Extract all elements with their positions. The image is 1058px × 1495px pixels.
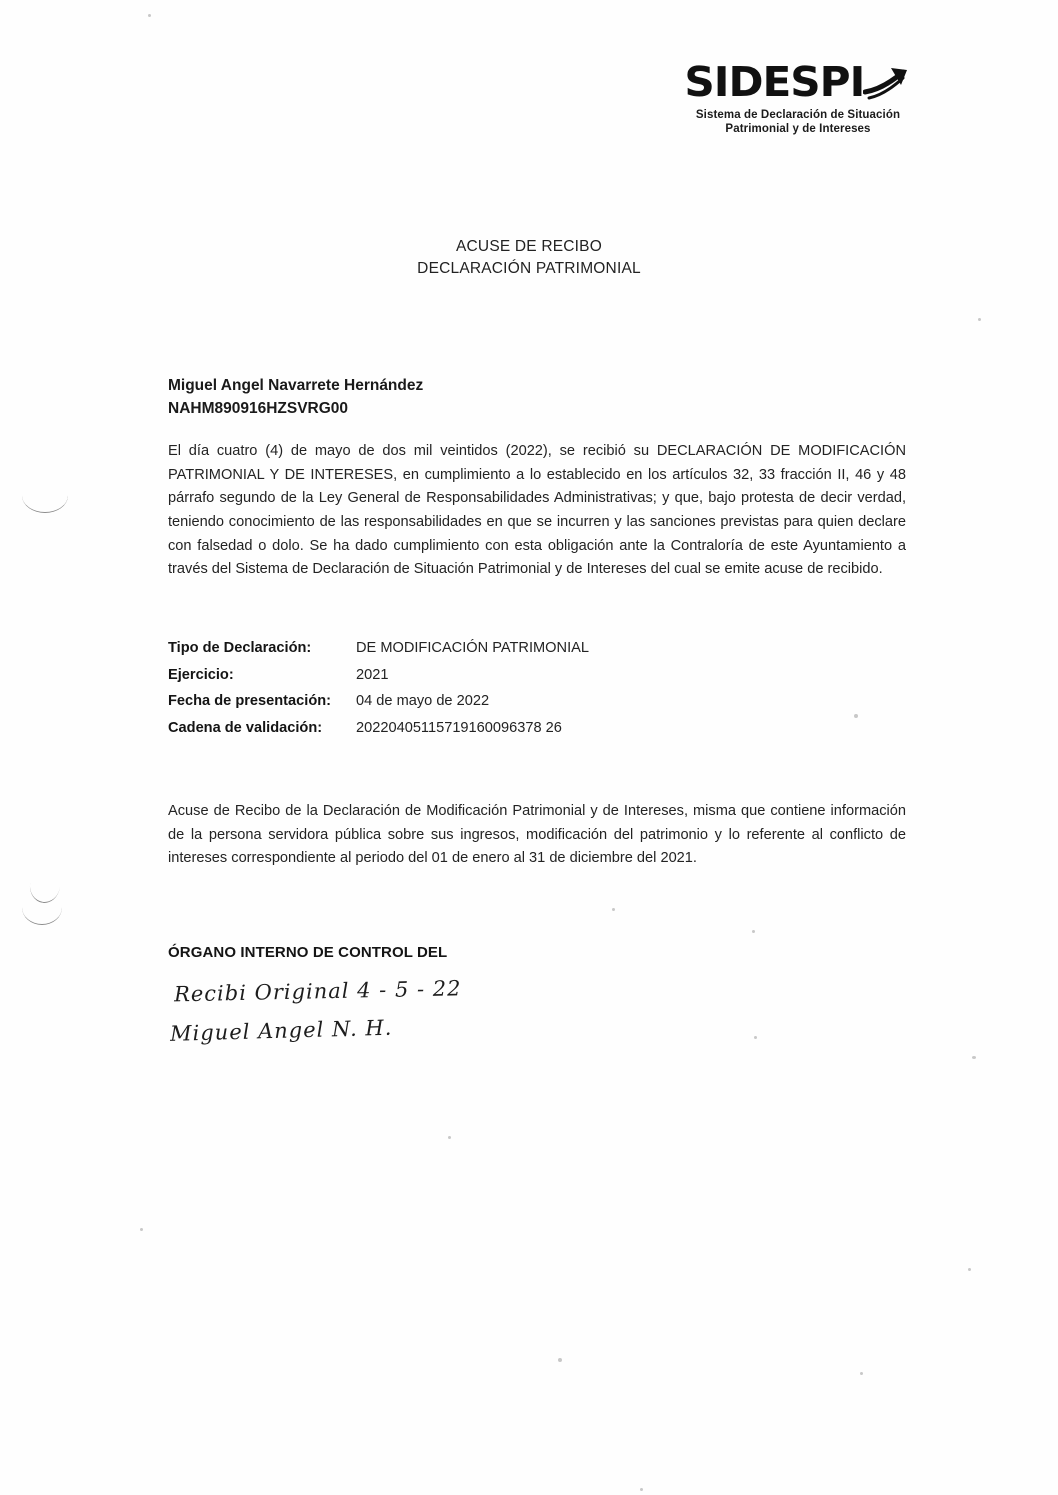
scan-curve-artifact [22, 478, 68, 513]
field-label-cadena: Cadena de validación: [168, 719, 323, 736]
scan-speck [640, 1488, 643, 1491]
field-value-ejercicio: 2021 [356, 666, 389, 683]
scan-speck [972, 1056, 976, 1059]
main-paragraph: El día cuatro (4) de mayo de dos mil veintidos (2022), se recibió su DECLARACIÓN DE MODIFICACIÓN PATRIMONIAL Y DE INTERESES, en cumplimiento a lo establecido en los artículos 32, 33 fracción II, 46 y 48 párrafo segundo de la Ley General de Responsabilidades Administrativas; y que, bajo protesta de decir verdad, teniendo conocimiento de las responsabilidades en que se incurren y las sanciones previstas para quien declare con falsedad o dolo. Se ha dado cumplimiento con esta obligación ante la Contraloría de este Ayuntamiento a través del Sistema de Declaración de Situación Patrimonial y de Intereses del cual se emite acuse de recibido. [168, 443, 906, 578]
scan-speck [752, 930, 755, 933]
field-row [168, 721, 589, 736]
declarant-curp: NAHM890916HZSVRG00 [168, 400, 349, 418]
scan-speck [148, 14, 151, 17]
scan-speck [754, 1036, 757, 1039]
declarant-name: Miguel Angel Navarrete Hernández [168, 377, 424, 394]
page-title-line1: ACUSE DE RECIBO [456, 238, 602, 255]
logo-subtitle [648, 108, 948, 137]
field-value-cadena: 20220405115719160096378 26 [356, 719, 562, 736]
scan-speck [448, 1136, 451, 1139]
field-value-tipo: DE MODIFICACIÓN PATRIMONIAL [356, 640, 589, 656]
field-label-fecha: Fecha de presentación: [168, 693, 332, 710]
sidespi-logo [648, 58, 948, 137]
scan-speck [140, 1228, 143, 1231]
scan-speck [860, 1372, 863, 1375]
scan-speck [612, 908, 615, 911]
handwritten-signature-block [170, 978, 590, 1078]
field-label-ejercicio: Ejercicio: [168, 666, 234, 683]
declaration-details [168, 641, 589, 747]
logo-subtitle-line2: Patrimonial y de Intereses [725, 123, 871, 136]
logo-subtitle-line1: Sistema de Declaración de Situación [695, 109, 901, 121]
page-title [0, 236, 1058, 281]
field-row [168, 694, 589, 709]
scan-speck [978, 318, 981, 321]
field-row [168, 641, 589, 656]
scan-curve-artifact [22, 890, 62, 925]
logo-wordmark: SIDESPI [684, 58, 864, 106]
scan-speck [968, 1268, 971, 1271]
field-value-fecha: 04 de mayo de 2022 [356, 693, 490, 710]
handwritten-line-1: Recibi Original 4 - 5 - 22 [173, 976, 462, 1007]
field-label-tipo: Tipo de Declaración: [168, 640, 312, 656]
arrow-right-icon [863, 66, 909, 100]
field-row [168, 668, 589, 683]
scan-speck [854, 714, 858, 718]
scan-speck [558, 1358, 562, 1362]
internal-control-organ-label: ÓRGANO INTERNO DE CONTROL DEL [168, 944, 448, 961]
declarant-block [168, 374, 423, 421]
handwritten-line-2: Miguel Angel N. H. [169, 1015, 393, 1046]
second-paragraph: Acuse de Recibo de la Declaración de Modificación Patrimonial y de Intereses, misma que contiene información de la persona servidora pública sobre sus ingresos, modificación del patrimonio y lo referente al conflicto de intereses correspondiente al periodo del 01 de enero al 31 de diciembre del 2021. [168, 803, 906, 867]
page-title-line2: DECLARACIÓN PATRIMONIAL [417, 260, 641, 278]
